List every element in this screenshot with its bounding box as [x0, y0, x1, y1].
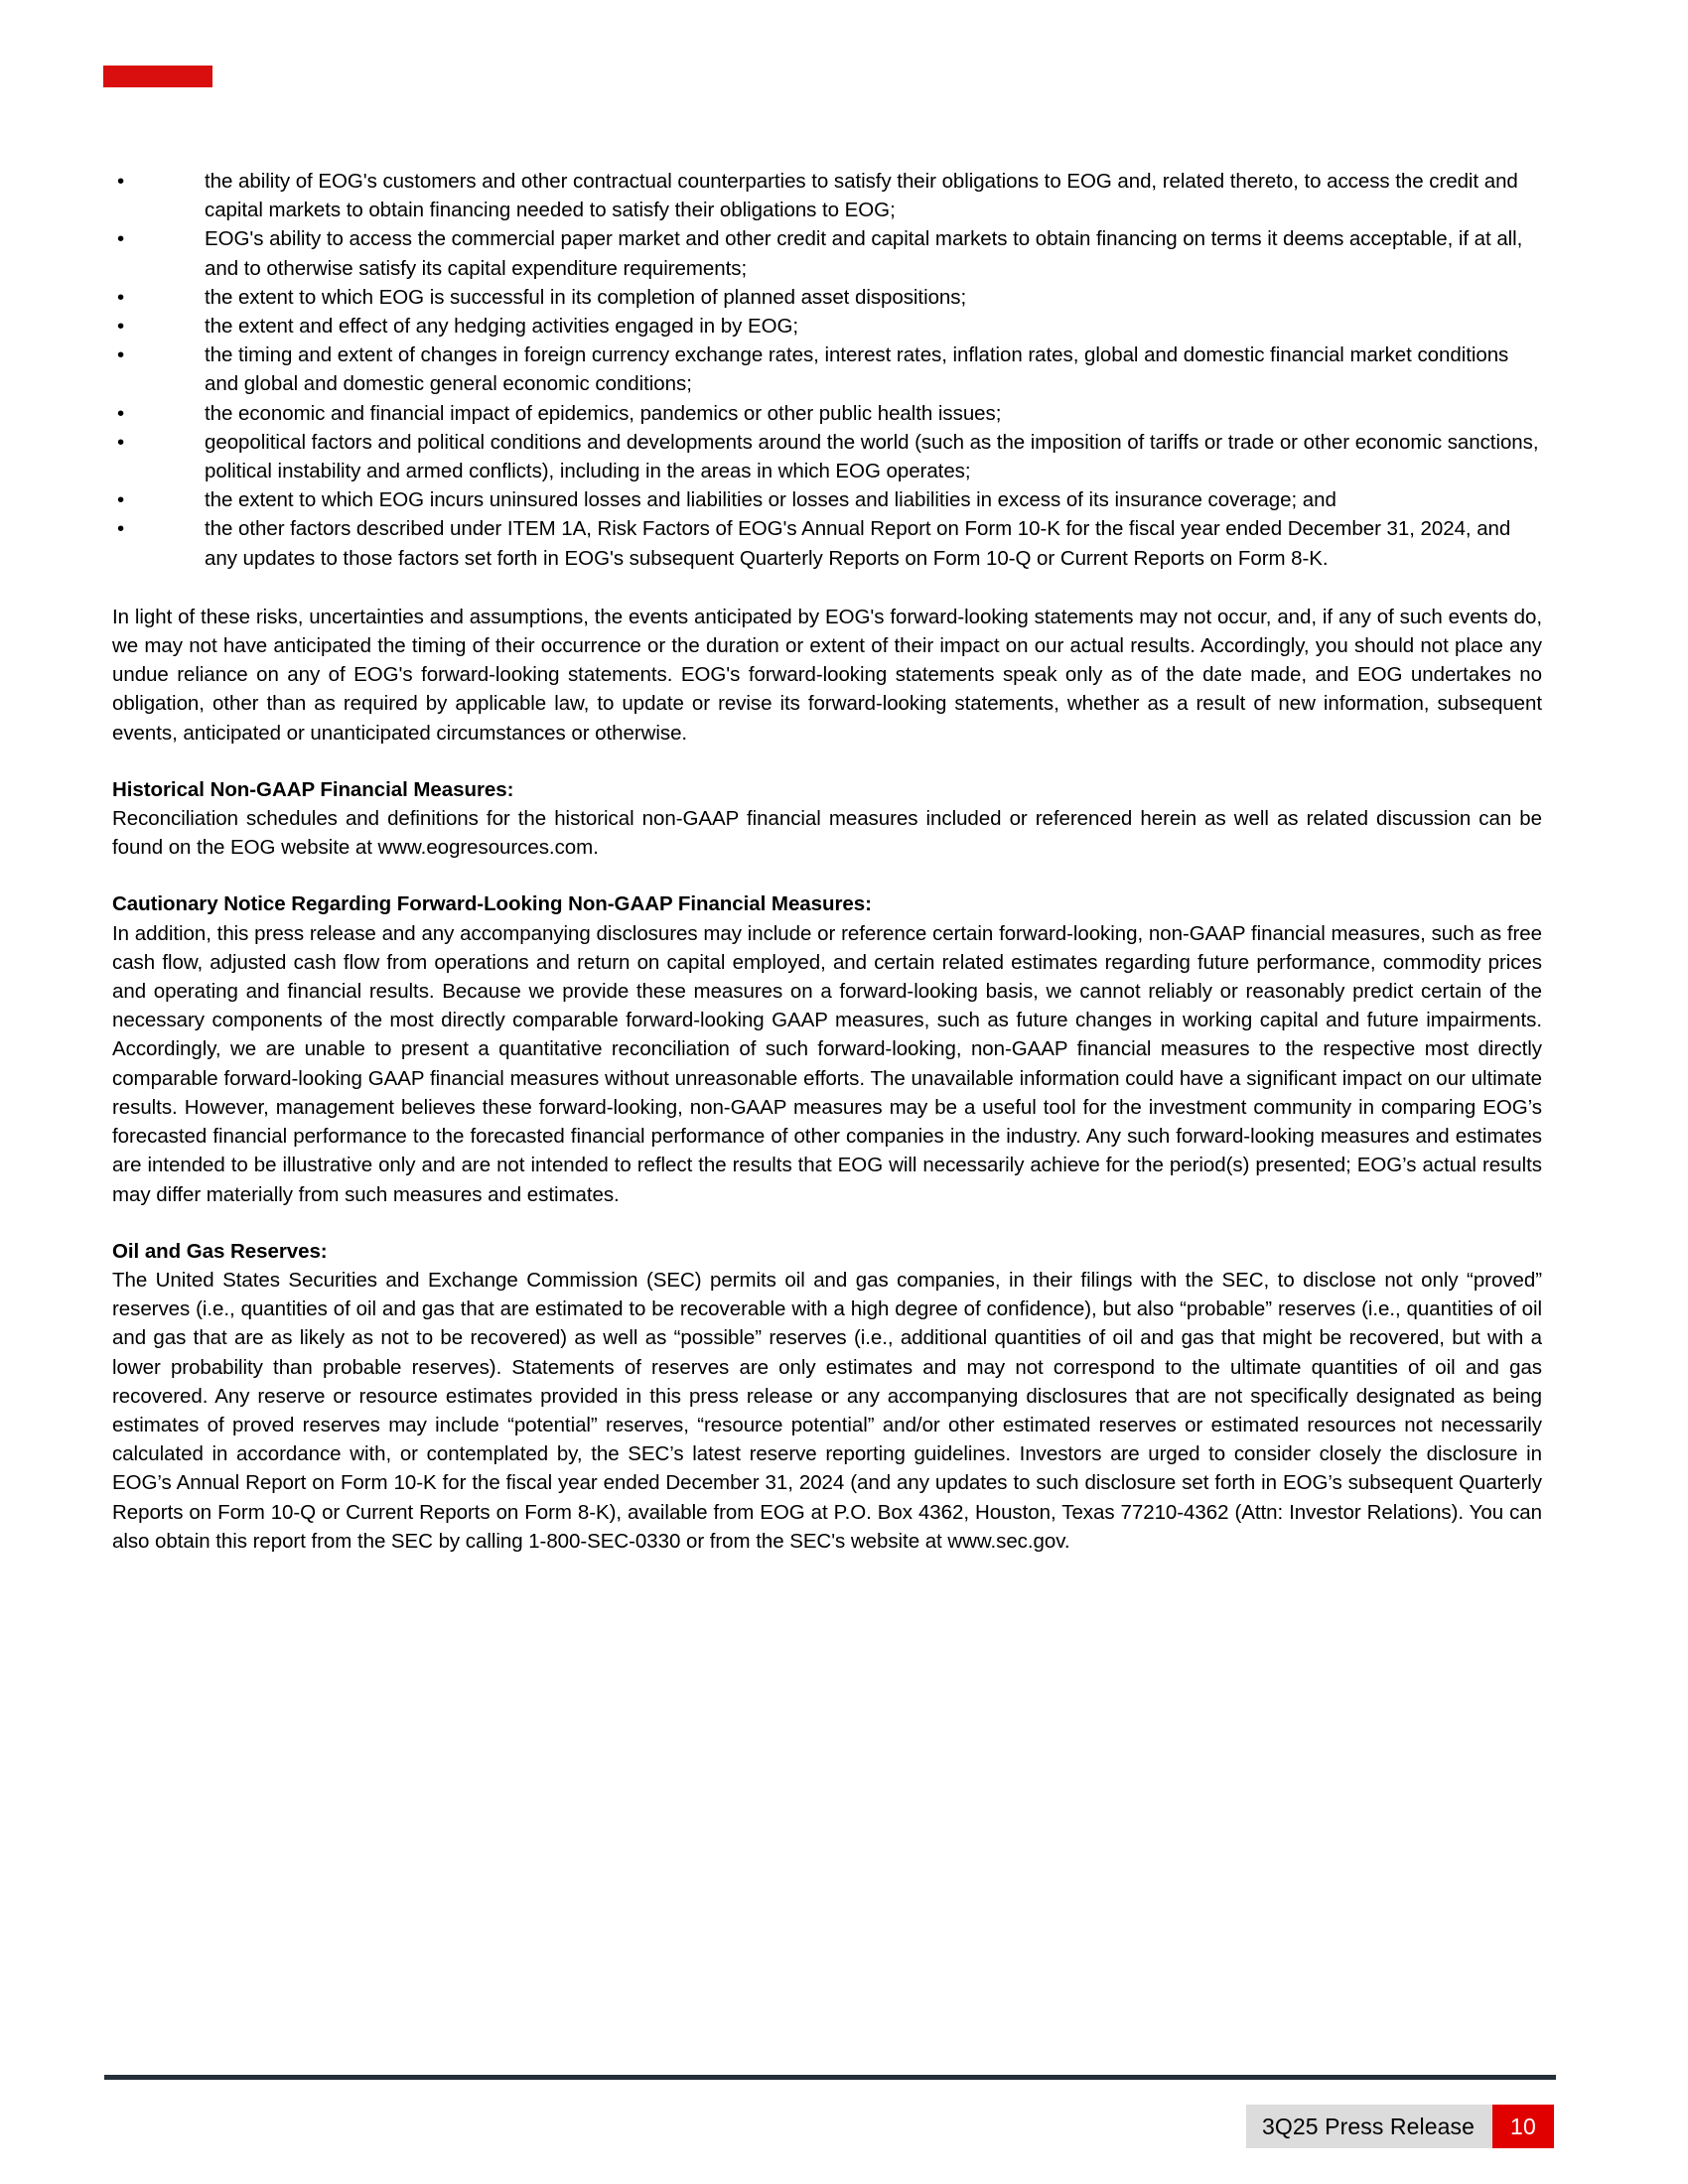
list-item	[112, 312, 1542, 341]
bullet-icon: •	[117, 227, 125, 251]
footer-page-tag	[1246, 2105, 1554, 2148]
list-item	[112, 514, 1542, 572]
list-item	[112, 224, 1542, 282]
section-body-historical-non-gaap: Reconciliation schedules and definitions for the historical non-GAAP financial measures included or referenced herein as well as related discussion can be found on the EOG website at www.eogresources.com.	[112, 807, 1542, 860]
list-item-text: geopolitical factors and political conditions and developments around the world (such as the imposition of tariffs or trade or other economic sanctions, political instability and armed conflicts), including in the areas in which EOG operates;	[205, 430, 1539, 483]
spacer	[112, 748, 1542, 775]
company-logo-mark	[103, 66, 212, 87]
list-item-text: EOG's ability to access the commercial paper market and other credit and capital markets to obtain financing on terms it deems acceptable, if at all, and to otherwise satisfy its capital expenditure requirements;	[205, 227, 1523, 280]
list-item	[112, 485, 1542, 514]
list-item	[112, 428, 1542, 485]
bullet-icon: •	[117, 430, 125, 454]
bullet-icon: •	[117, 401, 125, 425]
in-light-of-risks-paragraph: In light of these risks, uncertainties and assumptions, the events anticipated by EOG's forward-looking statements may not occur, and, if any of such events do, we may not have anticipated the timing of their occurrence or the duration or extent of their impact on our actual results. Accordingly, you should not place any undue reliance on any of EOG's forward-looking statements. EOG's forward-looking statements speak only as of the date made, and EOG undertakes no obligation, other than as required by applicable law, to update or revise its forward-looking statements, whether as a result of new information, subsequent events, anticipated or unanticipated circumstances or otherwise.	[112, 605, 1542, 745]
bullet-icon: •	[117, 285, 125, 309]
list-item-text: the extent and effect of any hedging activities engaged in by EOG;	[205, 315, 799, 339]
section-body-cautionary-notice: In addition, this press release and any accompanying disclosures may include or reference certain forward-looking, non-GAAP financial measures, such as free cash flow, adjusted cash flow from operations and return on capital employed, and certain related estimates regarding future performance, commodity prices and operating and financial results. Because we provide these measures on a forward-looking basis, we cannot reliably or reasonably predict certain of the necessary components of the most directly comparable forward-looking GAAP measures, such as future changes in working capital and future impairments. Accordingly, we are unable to present a quantitative reconciliation of such forward-looking, non-GAAP financial measures to the respective most directly comparable forward-looking GAAP financial measures without unreasonable efforts. The unavailable information could have a significant impact on our ultimate results. However, management believes these forward-looking, non-GAAP measures may be a useful tool for the investment community in comparing EOG’s forecasted financial performance to the forecasted financial performance of other companies in the industry. Any such forward-looking measures and estimates are intended to be illustrative only and are not intended to reflect the results that EOG will necessarily achieve for the period(s) presented; EOG’s actual results may differ materially from such measures and estimates.	[112, 921, 1542, 1206]
spacer	[112, 1209, 1542, 1237]
section-heading-historical-non-gaap: Historical Non-GAAP Financial Measures:	[112, 777, 514, 801]
document-content	[112, 167, 1542, 1556]
footer-page-number: 10	[1492, 2105, 1554, 2148]
section-heading-oil-and-gas-reserves: Oil and Gas Reserves:	[112, 1239, 328, 1263]
bullet-icon: •	[117, 170, 125, 193]
bullet-icon: •	[117, 343, 125, 367]
bullet-icon: •	[117, 315, 125, 339]
list-item	[112, 167, 1542, 224]
list-item	[112, 283, 1542, 312]
list-item-text: the ability of EOG's customers and other contractual counterparties to satisfy their obligations to EOG and, related thereto, to access the credit and capital markets to obtain financing needed to satisfy their obligations to EOG;	[205, 170, 1518, 222]
bullet-icon: •	[117, 488, 125, 512]
list-item-text: the timing and extent of changes in foreign currency exchange rates, interest rates, inflation rates, global and domestic financial market conditions and global and domestic general economic conditions;	[205, 343, 1509, 396]
bullet-icon: •	[117, 517, 125, 541]
list-item-text: the economic and financial impact of epidemics, pandemics or other public health issues;	[205, 401, 1002, 425]
footer-label: 3Q25 Press Release	[1246, 2105, 1492, 2148]
spacer	[112, 573, 1542, 603]
section-body-oil-and-gas-reserves: The United States Securities and Exchange Commission (SEC) permits oil and gas companies, in their filings with the SEC, to disclose not only “proved” reserves (i.e., quantities of oil and gas that are estimated to be recoverable with a high degree of confidence), but also “probable” reserves (i.e., quantities of oil and gas that are as likely as not to be recovered) as well as “possible” reserves (i.e., additional quantities of oil and gas that might be recovered, but with a lower probability than probable reserves). Statements of reserves are only estimates and may not correspond to the ultimate quantities of oil and gas recovered. Any reserve or resource estimates provided in this press release or any accompanying disclosures that are not specifically designated as being estimates of proved reserves may include “potential” reserves, “resource potential” and/or other estimated reserves or estimated resources not necessarily calculated in accordance with, or contemplated by, the SEC’s latest reserve reporting guidelines. Investors are urged to consider closely the disclosure in EOG’s Annual Report on Form 10-K for the fiscal year ended December 31, 2024 (and any updates to such disclosure set forth in EOG’s subsequent Quarterly Reports on Form 10-Q or Current Reports on Form 8-K), available from EOG at P.O. Box 4362, Houston, Texas 77210-4362 (Attn: Investor Relations). You can also obtain this report from the SEC by calling 1-800-SEC-0330 or from the SEC's website at www.sec.gov.	[112, 1268, 1542, 1553]
risk-factors-bullet-list	[112, 167, 1542, 573]
list-item	[112, 399, 1542, 428]
footer-divider	[104, 2075, 1556, 2080]
list-item-text: the extent to which EOG is successful in its completion of planned asset dispositions;	[205, 285, 967, 309]
section-heading-cautionary-notice: Cautionary Notice Regarding Forward-Looking Non-GAAP Financial Measures:	[112, 892, 872, 916]
list-item	[112, 341, 1542, 398]
spacer	[112, 862, 1542, 889]
list-item-text: the extent to which EOG incurs uninsured losses and liabilities or losses and liabilities in excess of its insurance coverage; and	[205, 488, 1336, 512]
list-item-text: the other factors described under ITEM 1A, Risk Factors of EOG's Annual Report on Form 10-K for the fiscal year ended December 31, 2024, and any updates to those factors set forth in EOG's subsequent Quarterly Reports on Form 10-Q or Current Reports on Form 8-K.	[205, 517, 1511, 570]
